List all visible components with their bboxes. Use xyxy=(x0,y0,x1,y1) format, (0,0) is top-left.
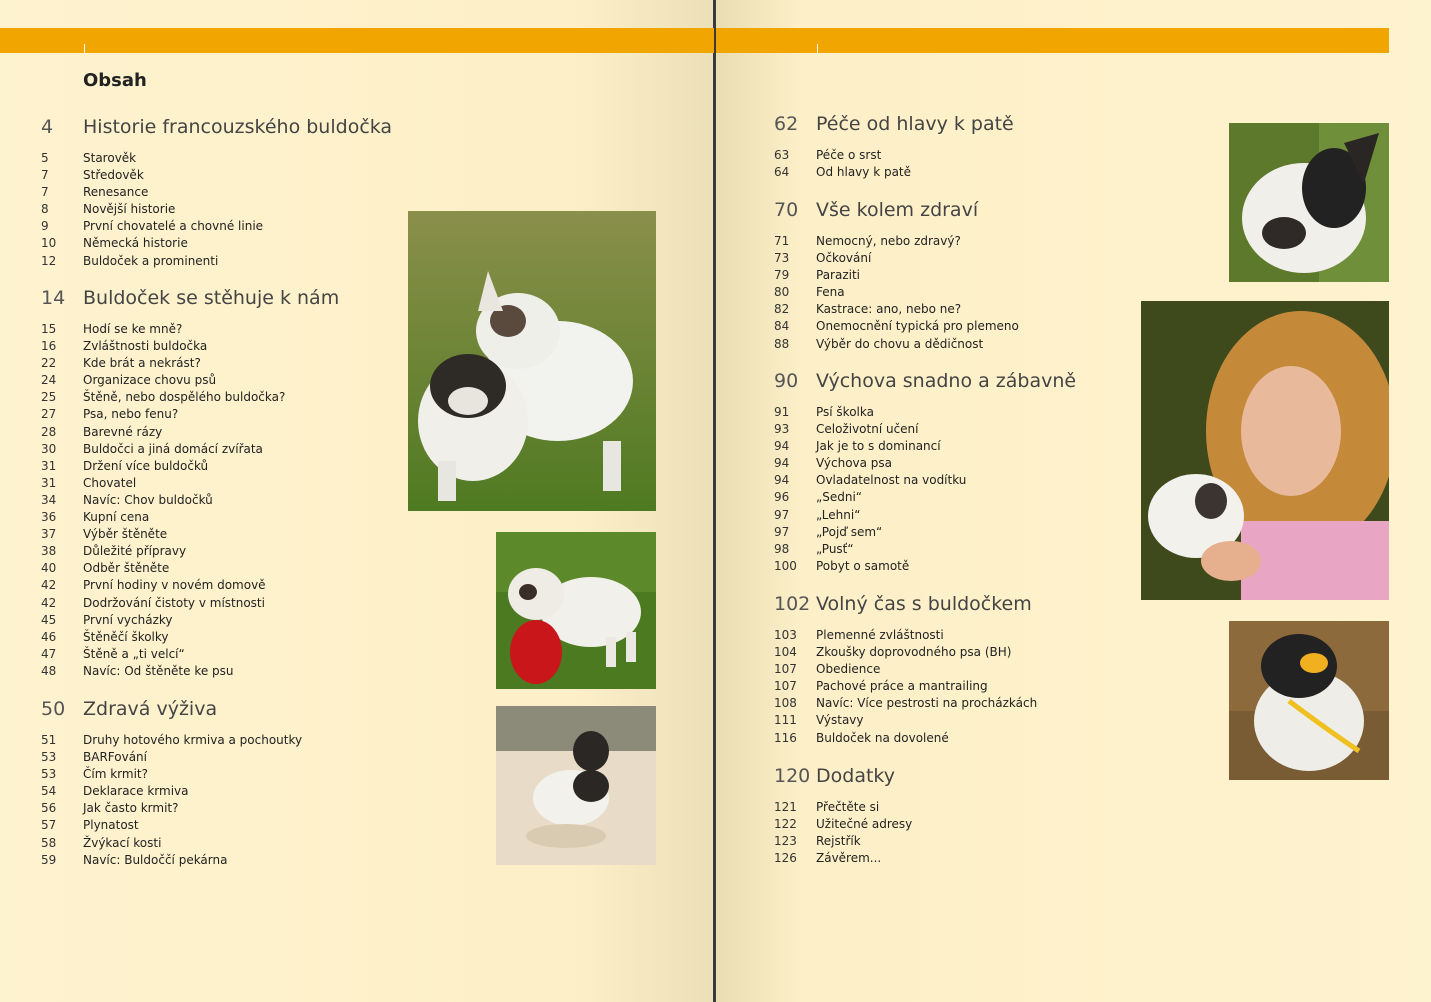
entry-title: Žvýkací kosti xyxy=(83,835,162,850)
entry-title: Výchova psa xyxy=(816,456,893,471)
entry-title: První vycházky xyxy=(83,612,173,627)
entry-title: Obedience xyxy=(816,662,881,677)
entry-title: Kupní cena xyxy=(83,510,150,525)
entry-title: „Pojď sem“ xyxy=(816,524,883,539)
entry-title: Novější historie xyxy=(83,202,176,217)
section-title: Výchova snadno a zábavně xyxy=(816,370,1077,392)
photo-bulldog-swimming xyxy=(1229,621,1389,780)
entry-title: Psa, nebo fenu? xyxy=(83,407,179,422)
entry-title: Čím krmit? xyxy=(83,767,148,782)
entry-title: Štěněčí školky xyxy=(83,629,169,644)
entry-page-number: 22 xyxy=(41,356,57,371)
entry-title: Deklarace krmiva xyxy=(83,784,189,799)
photo-puppy-with-frisbee xyxy=(496,532,656,689)
entry-page-number: 57 xyxy=(41,818,57,833)
entry-page-number: 47 xyxy=(41,646,57,661)
entry-title: Psí školka xyxy=(816,405,874,419)
entry-page-number: 91 xyxy=(774,405,790,419)
entry-page-number: 42 xyxy=(41,578,57,593)
entry-page-number: 103 xyxy=(774,628,797,642)
entry-page-number: 12 xyxy=(41,253,57,268)
entry-title: Užitečné adresy xyxy=(816,817,913,832)
entry-title: Důležité přípravy xyxy=(83,544,187,559)
entry-page-number: 15 xyxy=(41,322,57,336)
entry-page-number: 37 xyxy=(41,527,57,542)
photo-bulldogs-running-beach xyxy=(496,706,656,865)
entry-title: Výběr do chovu a dědičnost xyxy=(816,336,984,351)
entry-title: Plynatost xyxy=(83,818,139,833)
entry-title: „Sedni“ xyxy=(816,490,862,505)
section-page-number: 14 xyxy=(41,287,66,309)
entry-title: Celoživotní učení xyxy=(816,422,919,437)
section-title: Dodatky xyxy=(816,765,895,787)
header-tick-right xyxy=(817,44,818,53)
entry-page-number: 24 xyxy=(41,373,57,388)
section-page-number: 4 xyxy=(41,116,54,138)
entry-page-number: 16 xyxy=(41,339,57,354)
entry-title: Očkování xyxy=(816,251,872,266)
entry-title: Plemenné zvláštnosti xyxy=(816,628,944,642)
section-title: Volný čas s buldočkem xyxy=(816,593,1032,615)
section-title: Zdravá výživa xyxy=(83,698,218,720)
entry-page-number: 48 xyxy=(41,663,57,678)
entry-title: Navíc: Chov buldočků xyxy=(83,492,213,507)
entry-title: Nemocný, nebo zdravý? xyxy=(816,234,961,248)
entry-title: Starověk xyxy=(83,151,137,165)
entry-page-number: 5 xyxy=(41,151,49,165)
entry-page-number: 8 xyxy=(41,202,49,217)
entry-page-number: 98 xyxy=(774,541,790,556)
entry-page-number: 30 xyxy=(41,441,57,456)
entry-page-number: 40 xyxy=(41,561,57,576)
entry-title: Barevné rázy xyxy=(83,424,163,439)
entry-title: Druhy hotového krmiva a pochoutky xyxy=(83,733,303,747)
section-page-number: 62 xyxy=(774,113,799,135)
entry-page-number: 9 xyxy=(41,219,49,234)
entry-page-number: 100 xyxy=(774,558,797,573)
entry-page-number: 121 xyxy=(774,800,797,814)
entry-page-number: 31 xyxy=(41,458,57,473)
section-page-number: 120 xyxy=(774,765,811,787)
book-gutter xyxy=(713,0,716,1002)
entry-page-number: 108 xyxy=(774,696,797,711)
entry-title: Zkoušky doprovodného psa (BH) xyxy=(816,645,1012,660)
entry-title: Rejstřík xyxy=(816,834,861,849)
entry-title: Hodí se ke mně? xyxy=(83,322,183,336)
section-title: Vše kolem zdraví xyxy=(816,199,979,221)
entry-page-number: 36 xyxy=(41,510,57,525)
entry-page-number: 126 xyxy=(774,851,797,866)
entry-page-number: 7 xyxy=(41,168,49,183)
entry-page-number: 25 xyxy=(41,390,57,405)
entry-title: Štěně a „ti velcí“ xyxy=(83,646,185,661)
entry-page-number: 96 xyxy=(774,490,790,505)
entry-title: Pobyt o samotě xyxy=(816,558,910,573)
entry-page-number: 94 xyxy=(774,473,790,488)
toc-heading: Obsah xyxy=(83,70,147,91)
entry-title: Jak často krmit? xyxy=(83,801,179,816)
entry-page-number: 46 xyxy=(41,629,57,644)
entry-page-number: 45 xyxy=(41,612,57,627)
entry-title: Výběr štěněte xyxy=(83,527,168,542)
entry-title: Fena xyxy=(816,285,845,300)
entry-title: Renesance xyxy=(83,185,149,200)
entry-page-number: 82 xyxy=(774,302,790,317)
entry-title: Buldoček na dovolené xyxy=(816,730,949,745)
entry-title: První chovatelé a chovné linie xyxy=(83,219,264,234)
entry-title: BARFování xyxy=(83,750,147,765)
entry-page-number: 28 xyxy=(41,424,57,439)
entry-page-number: 97 xyxy=(774,524,790,539)
entry-title: Navíc: Od štěněte ke psu xyxy=(83,663,234,678)
section-title: Buldoček se stěhuje k nám xyxy=(83,287,340,309)
entry-title: Organizace chovu psů xyxy=(83,373,217,388)
entry-page-number: 94 xyxy=(774,456,790,471)
section-page-number: 70 xyxy=(774,199,799,221)
entry-page-number: 64 xyxy=(774,165,790,180)
entry-page-number: 104 xyxy=(774,645,797,660)
entry-title: Výstavy xyxy=(816,713,864,728)
entry-page-number: 122 xyxy=(774,817,797,832)
entry-page-number: 27 xyxy=(41,407,57,422)
entry-title: Pachové práce a mantrailing xyxy=(816,679,988,694)
entry-title: Kde brát a nekrást? xyxy=(83,356,201,371)
entry-page-number: 80 xyxy=(774,285,790,300)
entry-page-number: 107 xyxy=(774,662,797,677)
entry-title: Ovladatelnost na vodítku xyxy=(816,473,967,488)
entry-page-number: 107 xyxy=(774,679,797,694)
entry-title: Držení více buldočků xyxy=(83,458,209,473)
entry-title: Zvláštnosti buldočka xyxy=(83,339,208,354)
entry-title: Péče o srst xyxy=(816,148,882,162)
photo-bulldog-portrait xyxy=(1229,123,1389,282)
entry-page-number: 58 xyxy=(41,835,57,850)
entry-title: Německá historie xyxy=(83,236,188,251)
entry-page-number: 7 xyxy=(41,185,49,200)
entry-page-number: 93 xyxy=(774,422,790,437)
entry-page-number: 51 xyxy=(41,733,57,747)
entry-page-number: 97 xyxy=(774,507,790,522)
entry-page-number: 10 xyxy=(41,236,57,251)
entry-page-number: 56 xyxy=(41,801,57,816)
entry-title: Od hlavy k patě xyxy=(816,165,912,180)
entry-title: Onemocnění typická pro plemeno xyxy=(816,319,1019,334)
entry-page-number: 84 xyxy=(774,319,790,334)
entry-page-number: 94 xyxy=(774,439,790,454)
entry-title: Dodržování čistoty v místnosti xyxy=(83,595,265,610)
entry-title: Buldoček a prominenti xyxy=(83,253,219,268)
header-tick-left xyxy=(84,44,85,53)
photo-two-bulldogs-on-grass xyxy=(408,211,656,511)
entry-title: Přečtěte si xyxy=(816,800,880,814)
entry-page-number: 53 xyxy=(41,767,57,782)
entry-page-number: 54 xyxy=(41,784,57,799)
section-page-number: 90 xyxy=(774,370,799,392)
entry-page-number: 79 xyxy=(774,268,790,283)
section-page-number: 102 xyxy=(774,593,811,615)
entry-page-number: 73 xyxy=(774,251,790,266)
entry-page-number: 63 xyxy=(774,148,790,162)
entry-title: Odběr štěněte xyxy=(83,561,170,576)
entry-page-number: 31 xyxy=(41,475,57,490)
entry-page-number: 38 xyxy=(41,544,57,559)
entry-title: Středověk xyxy=(83,168,144,183)
section-title: Péče od hlavy k patě xyxy=(816,113,1014,135)
entry-title: „Pusť“ xyxy=(816,541,854,556)
entry-page-number: 88 xyxy=(774,336,790,351)
entry-page-number: 116 xyxy=(774,730,797,745)
entry-page-number: 111 xyxy=(774,713,797,728)
header-band-left xyxy=(0,28,714,53)
entry-title: První hodiny v novém domově xyxy=(83,578,266,593)
entry-title: Jak je to s dominancí xyxy=(816,439,941,454)
entry-page-number: 42 xyxy=(41,595,57,610)
entry-title: Navíc: Více pestrosti na procházkách xyxy=(816,696,1038,711)
entry-title: Navíc: Buldoččí pekárna xyxy=(83,852,228,867)
entry-title: Buldočci a jiná domácí zvířata xyxy=(83,441,263,456)
section-page-number: 50 xyxy=(41,698,66,720)
photo-girl-with-puppy xyxy=(1141,301,1389,600)
entry-title: Chovatel xyxy=(83,475,137,490)
entry-page-number: 34 xyxy=(41,492,57,507)
entry-title: Závěrem... xyxy=(816,851,882,866)
entry-page-number: 123 xyxy=(774,834,797,849)
entry-page-number: 53 xyxy=(41,750,57,765)
entry-page-number: 71 xyxy=(774,234,790,248)
entry-title: „Lehni“ xyxy=(816,507,861,522)
entry-title: Kastrace: ano, nebo ne? xyxy=(816,302,962,317)
entry-title: Paraziti xyxy=(816,268,861,283)
entry-title: Štěně, nebo dospělého buldočka? xyxy=(83,390,286,405)
section-title: Historie francouzského buldočka xyxy=(83,116,393,138)
entry-page-number: 59 xyxy=(41,852,57,867)
